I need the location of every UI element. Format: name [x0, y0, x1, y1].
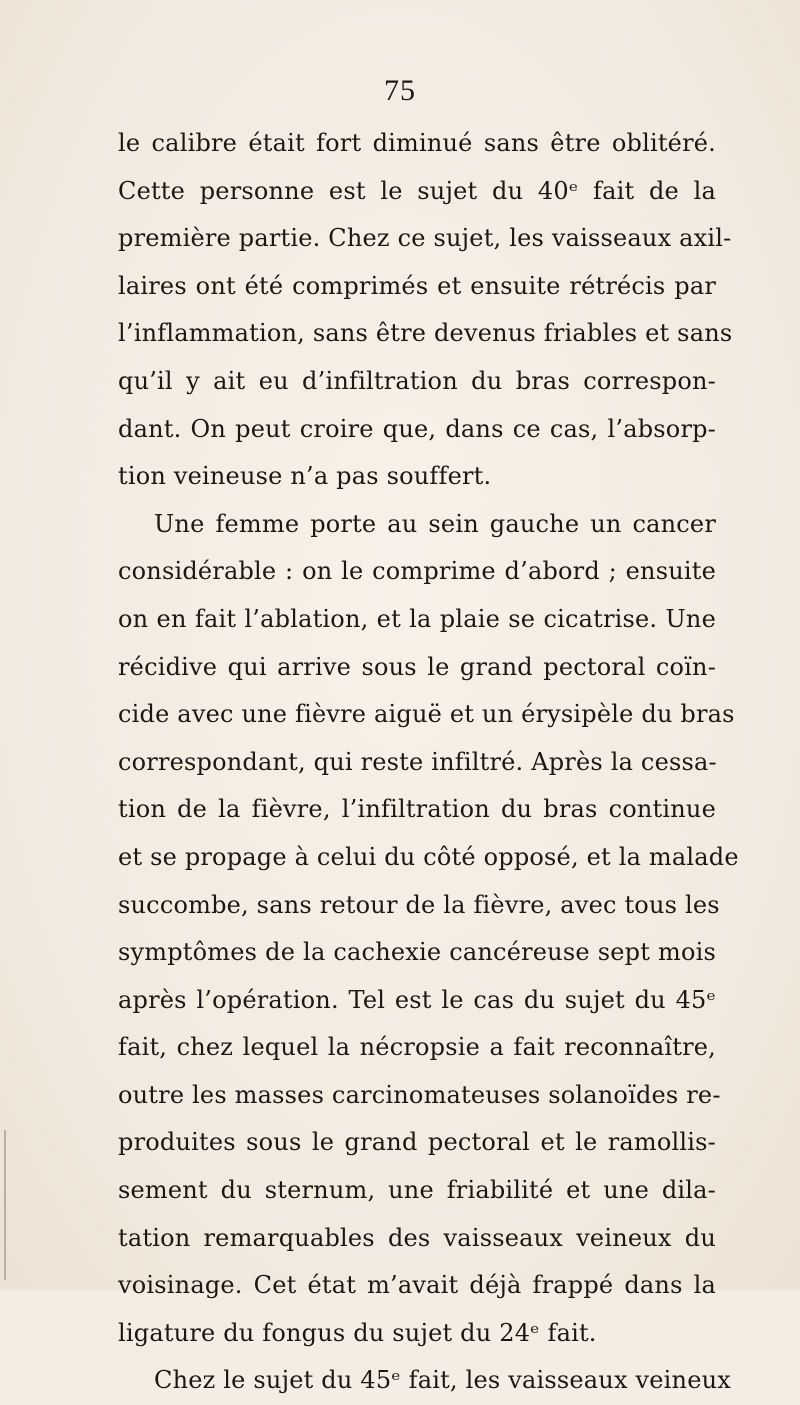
- text-line: produites sous le grand pectoral et le ramollis-: [118, 1128, 716, 1157]
- text-line: tion de la fièvre, l’infiltration du bras continue: [118, 795, 716, 824]
- text-line: tion veineuse n’a pas souffert.: [118, 462, 492, 491]
- paragraph-start-line: Une femme porte au sein gauche un cancer: [154, 509, 716, 538]
- body-text: [118, 120, 739, 1405]
- text-line: première partie. Chez ce sujet, les vaisseaux axil-: [118, 224, 732, 253]
- page-edge-shadow: [4, 1130, 6, 1280]
- text-line: tation remarquables des vaisseaux veineux du: [118, 1223, 716, 1252]
- page-number: 75: [384, 74, 416, 107]
- text-line: succombe, sans retour de la fièvre, avec tous les: [118, 890, 720, 919]
- text-line: laires ont été comprimés et ensuite rétrécis par: [118, 271, 716, 300]
- text-line: Cette personne est le sujet du 40ᵉ fait de la: [118, 176, 716, 205]
- paragraph-start-line: Chez le sujet du 45ᵉ fait, les vaisseaux veineux: [154, 1366, 731, 1395]
- text-line: récidive qui arrive sous le grand pectoral coïn-: [118, 652, 716, 681]
- text-line: l’inflammation, sans être devenus friables et sans: [118, 319, 733, 348]
- text-line: ligature du fongus du sujet du 24ᵉ fait.: [118, 1318, 597, 1347]
- text-line: cide avec une fièvre aiguë et un érysipèle du bras: [118, 700, 735, 729]
- text-line: symptômes de la cachexie cancéreuse sept mois: [118, 938, 716, 967]
- text-line: et se propage à celui du côté opposé, et la malade: [118, 842, 739, 871]
- text-line: voisinage. Cet état m’avait déjà frappé dans la: [118, 1271, 716, 1300]
- text-line: outre les masses carcinomateuses solanoïdes re-: [118, 1080, 721, 1109]
- text-line: correspondant, qui reste infiltré. Après la cessa-: [118, 747, 717, 776]
- text-line: après l’opération. Tel est le cas du sujet du 45ᵉ: [118, 985, 716, 1014]
- text-line: considérable : on le comprime d’abord ; ensuite: [118, 557, 716, 586]
- text-line: dant. On peut croire que, dans ce cas, l’absorp-: [118, 414, 716, 443]
- text-line: on en fait l’ablation, et la plaie se cicatrise. Une: [118, 604, 716, 633]
- text-line: sement du sternum, une friabilité et une dila-: [118, 1176, 716, 1205]
- text-line: le calibre était fort diminué sans être oblitéré.: [118, 129, 716, 157]
- text-line: qu’il y ait eu d’infiltration du bras correspon-: [118, 366, 716, 395]
- text-line: fait, chez lequel la nécropsie a fait reconnaître,: [118, 1033, 716, 1062]
